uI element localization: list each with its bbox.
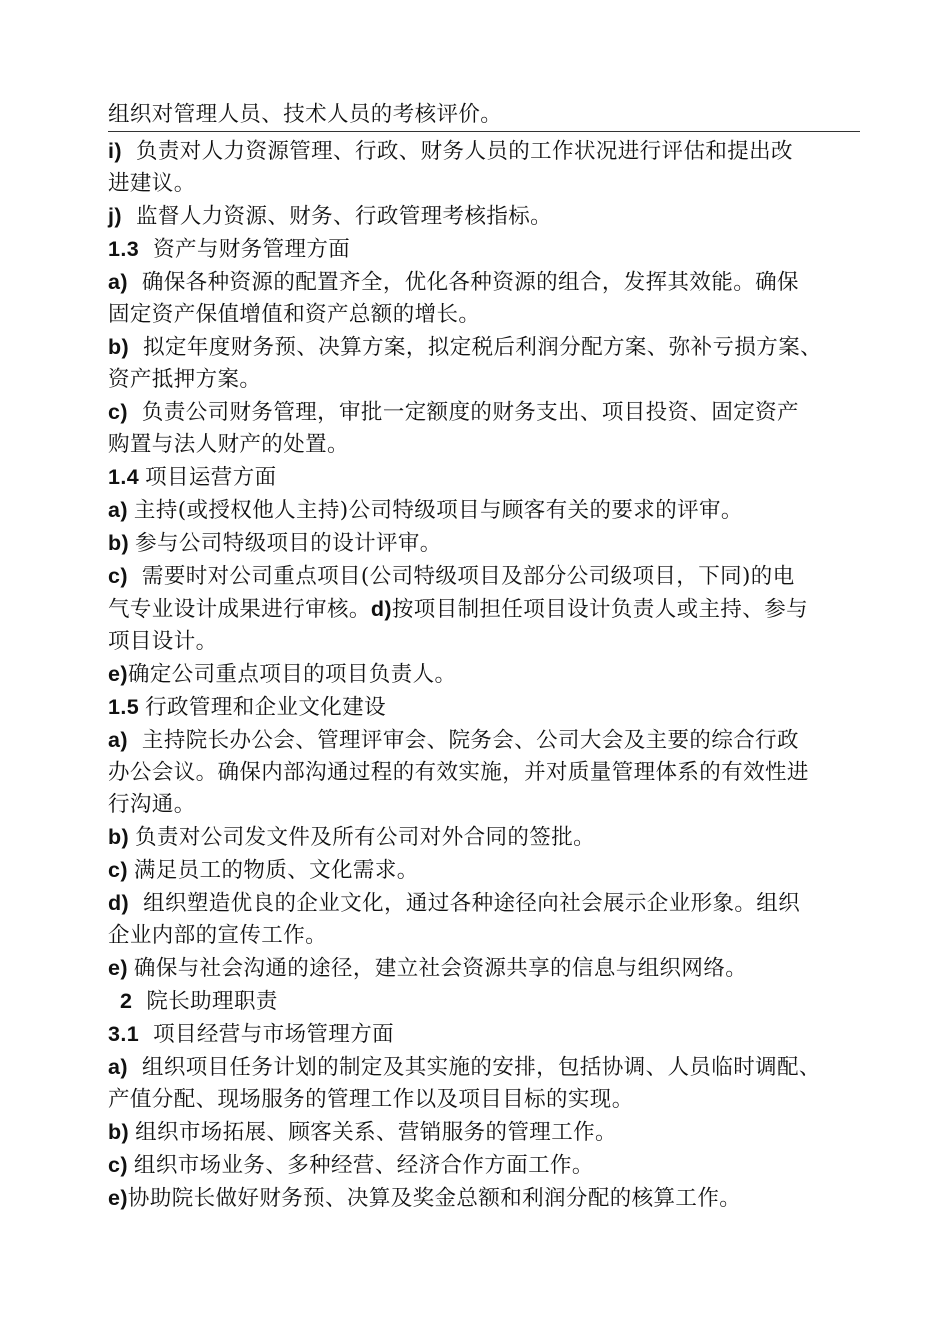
section-number: 1.5 — [108, 695, 140, 719]
text: 企业内部的宣传工作。 — [108, 923, 328, 948]
list-item-a — [108, 1051, 860, 1084]
item-text: 主持院长办公会、管理评审会、院务会、公司大会及主要的综合行政 — [141, 728, 799, 753]
item-text: 负责对公司发文件及所有公司对外合同的签批。 — [135, 825, 595, 850]
item-label: j) — [108, 204, 122, 228]
item-text: 主持(或授权他人主持)公司特级项目与顾客有关的要求的评审。 — [133, 498, 743, 523]
list-item-c — [108, 1149, 860, 1182]
paragraph-line — [108, 593, 860, 626]
item-text: 确保与社会沟通的途径，建立社会资源共享的信息与组织网络。 — [133, 956, 748, 981]
text: 组织对管理人员、技术人员的考核评价。 — [108, 102, 503, 127]
item-label: c) — [108, 858, 128, 882]
list-item-b — [108, 821, 860, 854]
item-label: a) — [108, 728, 128, 752]
list-item-c — [108, 560, 860, 593]
section-heading-3-1 — [108, 1018, 860, 1051]
item-label: a) — [108, 1055, 128, 1079]
item-label: e) — [108, 1186, 128, 1210]
item-text: 按项目制担任项目设计负责人或主持、参与 — [391, 597, 809, 622]
section-title: 项目经营与市场管理方面 — [153, 1022, 394, 1047]
list-item-b — [108, 1116, 860, 1149]
item-label: d) — [108, 891, 130, 915]
list-item-a — [108, 494, 860, 527]
paragraph-line — [108, 299, 860, 331]
item-text: 满足员工的物质、文化需求。 — [133, 858, 419, 883]
item-label: c) — [108, 1153, 128, 1177]
item-label: e) — [108, 662, 128, 686]
section-heading-1-3 — [108, 233, 860, 266]
paragraph-line — [108, 98, 860, 132]
text: 产值分配、现场服务的管理工作以及项目目标的实现。 — [108, 1087, 634, 1112]
section-title: 院长助理职责 — [146, 989, 278, 1014]
item-label: d) — [370, 597, 392, 621]
section-heading-2 — [108, 985, 860, 1018]
item-text: 组织市场业务、多种经营、经济合作方面工作。 — [133, 1153, 594, 1178]
document-page — [108, 98, 860, 1215]
item-text: 确保各种资源的配置齐全，优化各种资源的组合，发挥其效能。确保 — [141, 270, 799, 295]
paragraph-line — [108, 168, 860, 200]
item-label: e) — [108, 956, 128, 980]
list-item-e — [108, 952, 860, 985]
item-text: 负责公司财务管理，审批一定额度的财务支出、项目投资、固定资产 — [141, 400, 799, 425]
paragraph-line — [108, 626, 860, 658]
item-text: 组织塑造优良的企业文化，通过各种途径向社会展示企业形象。组织 — [143, 891, 801, 916]
list-item-i — [108, 135, 860, 168]
paragraph-line — [108, 920, 860, 952]
paragraph-line — [108, 1084, 860, 1116]
text: 办公会议。确保内部沟通过程的有效实施，并对质量管理体系的有效性进 — [108, 760, 809, 785]
section-heading-1-5 — [108, 691, 860, 724]
text: 资产抵押方案。 — [108, 367, 262, 392]
section-number: 1.4 — [108, 465, 140, 489]
list-item-d — [108, 887, 860, 920]
list-item-e — [108, 1182, 860, 1215]
list-item-b — [108, 331, 860, 364]
item-text: 参与公司特级项目的设计评审。 — [135, 531, 442, 556]
paragraph-line — [108, 757, 860, 789]
item-text: 负责对人力资源管理、行政、财务人员的工作状况进行评估和提出改 — [135, 139, 793, 164]
text: 进建议。 — [108, 171, 196, 196]
section-number: 3.1 — [108, 1022, 140, 1046]
item-text: 拟定年度财务预、决算方案，拟定税后利润分配方案、弥补亏损方案、 — [143, 335, 822, 360]
text: 行沟通。 — [108, 792, 196, 817]
list-item-b — [108, 527, 860, 560]
list-item-a — [108, 266, 860, 299]
item-label: a) — [108, 498, 128, 522]
item-label: b) — [108, 1120, 130, 1144]
section-title: 行政管理和企业文化建设 — [145, 695, 386, 720]
text: 固定资产保值增值和资产总额的增长。 — [108, 302, 481, 327]
list-item-c — [108, 396, 860, 429]
item-text: 需要时对公司重点项目(公司特级项目及部分公司级项目，下同)的电 — [141, 564, 795, 589]
section-title: 项目运营方面 — [145, 465, 277, 490]
paragraph-line — [108, 364, 860, 396]
paragraph-line — [108, 789, 860, 821]
text: 气专业设计成果进行审核。 — [108, 597, 371, 622]
item-text: 监督人力资源、财务、行政管理考核指标。 — [135, 204, 553, 229]
text: 购置与法人财产的处置。 — [108, 432, 349, 457]
item-label: c) — [108, 564, 128, 588]
item-text: 确定公司重点项目的项目负责人。 — [127, 662, 457, 687]
list-item-c — [108, 854, 860, 887]
item-text: 协助院长做好财务预、决算及奖金总额和利润分配的核算工作。 — [127, 1186, 742, 1211]
section-number: 2 — [120, 989, 133, 1013]
list-item-e — [108, 658, 860, 691]
item-label: b) — [108, 825, 130, 849]
item-label: b) — [108, 531, 130, 555]
paragraph-line — [108, 429, 860, 461]
item-text: 组织项目任务计划的制定及其实施的安排，包括协调、人员临时调配、 — [141, 1055, 821, 1080]
list-item-j — [108, 200, 860, 233]
item-label: b) — [108, 335, 130, 359]
section-title: 资产与财务管理方面 — [153, 237, 351, 262]
section-heading-1-4 — [108, 461, 860, 494]
list-item-a — [108, 724, 860, 757]
section-number: 1.3 — [108, 237, 140, 261]
item-label: i) — [108, 139, 122, 163]
item-label: c) — [108, 400, 128, 424]
item-label: a) — [108, 270, 128, 294]
item-text: 组织市场拓展、顾客关系、营销服务的管理工作。 — [135, 1120, 617, 1145]
text: 项目设计。 — [108, 629, 218, 654]
